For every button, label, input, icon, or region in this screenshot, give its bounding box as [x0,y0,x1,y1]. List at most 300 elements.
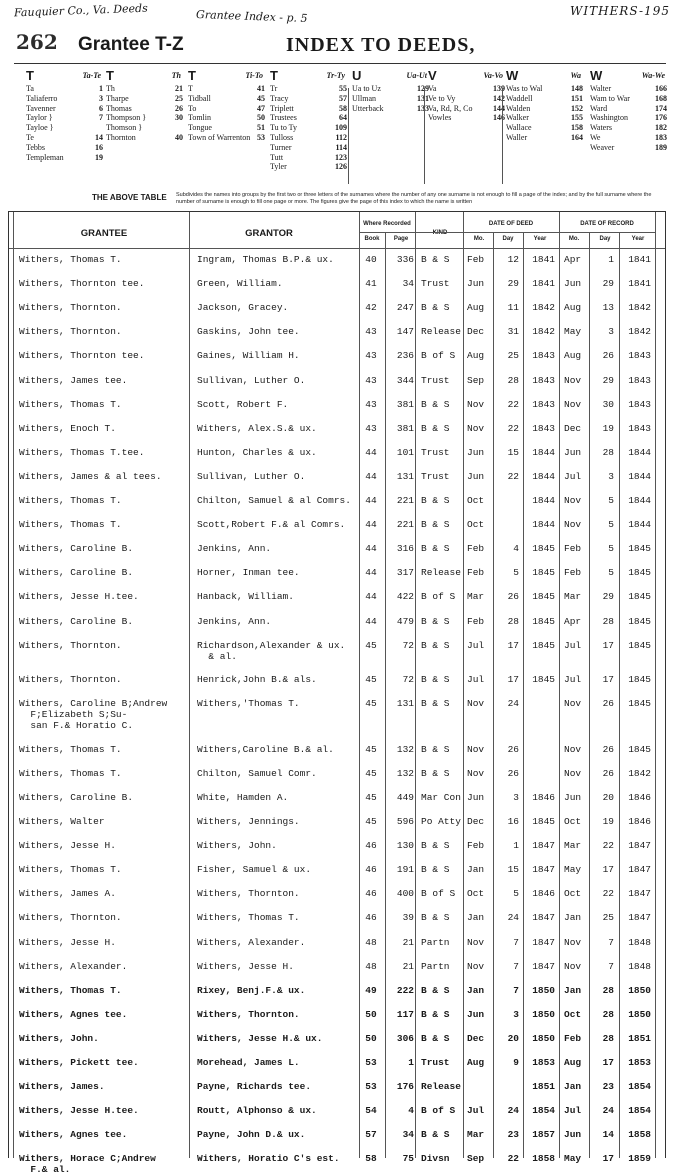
record-day-cell: 28 [602,1032,614,1044]
deed-month-cell: Jan [467,912,485,924]
record-year-cell: 1845 [628,743,651,755]
deed-year-cell: 1845 [532,591,555,603]
subdivision-entry-name: Tr [270,84,278,93]
page-cell: 344 [396,374,414,386]
deed-month-cell: Jun [467,1008,485,1020]
kind-cell: B & S [421,1032,450,1044]
subdivision-letter: T [26,68,34,83]
deed-month-cell: Mar [467,591,485,603]
record-day-cell: 24 [602,1105,614,1117]
book-cell: 45 [365,673,377,685]
page-cell: 247 [396,302,414,314]
page-cell: 1 [408,1057,414,1068]
record-month-cell: Nov [564,519,582,531]
subdivision-entry-name: Ullman [352,93,376,103]
deed-day-cell: 26 [507,591,519,603]
book-cell: 46 [365,864,377,876]
subdivision-entry [506,133,587,143]
grantee-cell: Withers, Thomas T.tee. [19,446,145,458]
record-year-cell: 1842 [628,326,651,338]
subdivision-entry [106,123,187,133]
subdivision-entry [188,94,269,104]
subdivision-group [26,68,107,182]
subdivision-entry [428,113,509,123]
record-month-cell: Jul [564,1105,582,1117]
grantor-cell: Henrick,John B.& als. [197,673,317,685]
record-month-cell: Nov [564,960,582,972]
subdivision-entry [188,123,269,133]
subdivision-range: Ti-To [245,71,263,80]
deed-day-cell: 26 [507,743,519,755]
grantee-cell: Withers, Thomas T. [19,254,122,265]
subdivision-entry [590,133,671,143]
col-divider [559,212,560,1158]
deed-month-cell: Mar [467,1129,485,1141]
record-day-cell: 5 [608,567,614,579]
page-cell: 101 [396,446,414,458]
page-cell: 147 [396,326,414,338]
subdivision-entry [26,84,107,94]
grantee-cell: Withers, Thornton tee. [19,278,145,290]
subdivision-entry-name: Washington [590,113,629,123]
kind-cell: B & S [421,840,450,852]
subdivision-entry-name: Tebbs [26,142,45,152]
col-kind-header: KIND [432,230,448,236]
deed-day-cell: 28 [507,615,519,627]
record-month-cell: Jan [564,912,582,924]
kind-cell: B & S [421,984,450,996]
record-day-cell: 17 [602,1153,614,1165]
subdivision-entry-page: 16 [95,142,103,152]
subdivision-entry-page: 152 [571,103,583,113]
subdivision-entry-page: 183 [655,132,667,142]
page-cell: 4 [408,1105,414,1117]
subdivision-group [590,68,671,182]
record-day-cell: 1 [608,254,614,265]
subdivision-entry [270,162,351,172]
subdivision-divider [348,88,349,184]
page-cell: 381 [396,398,414,410]
record-year-cell: 1845 [628,591,651,603]
kind-cell: B & S [421,697,450,709]
deed-month-cell: Dec [467,816,485,827]
book-cell: 46 [365,888,377,900]
handwritten-note-middle: Grantee Index - p. 5 [195,8,308,25]
record-month-cell: Jul [564,673,582,685]
deed-year-cell: 1857 [532,1129,555,1141]
kind-cell: B & S [421,254,450,265]
subdivision-entry-page: 64 [339,113,347,123]
deed-month-cell: Aug [467,350,485,362]
subdivision-entry-name: Wallace [506,123,532,133]
deed-month-cell: Feb [467,615,485,627]
record-day-cell: 26 [602,350,614,362]
subdivision-letter: T [188,68,196,83]
record-day-cell: 17 [602,864,614,876]
kind-cell: Release [421,567,461,579]
col-divider [493,232,494,1158]
kind-cell: Partn [421,936,450,948]
subdivision-entry-page: 3 [99,93,103,103]
subdivision-entry [428,94,509,104]
grantee-cell: Withers, Jesse H.tee. [19,1105,139,1117]
subdivision-range: Ta-Te [82,71,101,80]
subdivision-entry-page: 25 [175,93,183,103]
grantor-cell: Chilton, Samuel & al Comrs. [197,495,351,506]
record-day-cell: 28 [602,1008,614,1020]
kind-cell: B & S [421,495,450,506]
grantee-cell: Withers, Caroline B. [19,567,134,579]
record-year-cell: 1845 [628,543,651,555]
page-cell: 130 [396,840,414,852]
kind-cell: B & S [421,398,450,410]
subdivision-entry [26,104,107,114]
record-month-cell: Apr [564,615,582,627]
page-cell: 132 [396,767,414,779]
subdivision-entry-name: Wam to War [590,93,630,103]
record-month-cell: Aug [564,1057,582,1068]
deed-year-cell: 1843 [532,374,555,386]
subdivision-entry-name: Vowles [428,113,452,123]
record-day-cell: 3 [608,326,614,338]
col-book-header: Book [364,236,380,242]
subdivision-entry [506,84,587,94]
record-year-cell: 1841 [628,254,651,265]
kind-cell: Po Atty [421,816,461,827]
book-cell: 53 [365,1081,377,1093]
subdivision-entry-name: Thornton [106,132,136,142]
deed-month-cell: Jul [467,673,485,685]
subdivision-entry-name: Va, Rd, R, Co [428,103,473,113]
record-year-cell: 1859 [628,1153,651,1165]
kind-cell: B & S [421,673,450,685]
deed-year-cell: 1851 [532,1081,555,1093]
deed-year-cell: 1850 [532,1032,555,1044]
grantor-cell: Chilton, Samuel Comr. [197,767,317,779]
grantee-cell: Withers, Thomas T. [19,743,122,755]
grantor-cell: Withers, Alexander. [197,936,306,948]
deed-year-cell: 1846 [532,791,555,803]
grantor-cell: Scott, Robert F. [197,398,289,410]
kind-cell: B & S [421,743,450,755]
grantee-cell: Withers, Enoch T. [19,422,116,434]
subdivision-entry-name: Walter [590,84,612,93]
subdivision-entry [506,123,587,133]
record-day-cell: 29 [602,591,614,603]
record-day-cell: 7 [608,960,614,972]
grantor-cell: Withers, Horatio C's est. [197,1153,340,1165]
record-year-cell: 1847 [628,840,651,852]
grantee-cell: Withers, Agnes tee. [19,1129,128,1141]
subdivision-entry-page: 126 [335,162,347,172]
handwritten-note-right: WITHERS-195 [570,4,670,18]
col-divider [655,212,656,1158]
subdivision-entry [506,104,587,114]
subdivision-entry-page: 50 [257,113,265,123]
deed-month-cell: Feb [467,254,485,265]
deed-year-cell: 1847 [532,864,555,876]
deed-month-cell: Jun [467,470,485,482]
record-day-cell: 17 [602,1057,614,1068]
grantee-cell: Withers, Caroline B. [19,791,134,803]
subdivision-entry-page: 7 [99,113,103,123]
page-cell: 479 [396,615,414,627]
book-cell: 49 [365,984,377,996]
subdivision-group [428,68,509,182]
grantor-cell: Jenkins, Ann. [197,615,272,627]
deed-year-cell: 1843 [532,422,555,434]
deed-year-cell: 1845 [532,567,555,579]
record-day-cell: 17 [602,639,614,651]
subdivision-entry-page: 109 [335,123,347,133]
grantee-cell: Withers, James & al tees. [19,470,162,482]
record-year-cell: 1851 [628,1032,651,1044]
subdivision-entry-name: Tongue [188,123,212,133]
record-day-cell: 29 [602,278,614,290]
subdivision-range: Th [171,71,181,80]
record-day-cell: 26 [602,767,614,779]
deed-day-cell: 31 [507,326,519,338]
record-month-cell: Nov [564,495,582,506]
col-divider [463,212,464,1158]
col-date-of-deed-header: DATE OF DEED [488,221,534,227]
subdivision-entry-name: Taylor } [26,113,53,123]
subdivision-entry [270,123,351,133]
deed-month-cell: Jan [467,984,485,996]
deed-year-cell: 1853 [532,1057,555,1068]
grantee-cell: Withers, Agnes tee. [19,1008,128,1020]
record-day-cell: 25 [602,912,614,924]
record-year-cell: 1846 [628,791,651,803]
record-year-cell: 1847 [628,864,651,876]
grantee-cell: Withers, Jesse H.tee. [19,591,139,603]
subdivision-entry-page: 112 [335,132,347,142]
grantee-cell: Withers, Pickett tee. [19,1057,139,1068]
book-cell: 44 [365,615,377,627]
deed-month-cell: Jun [467,446,485,458]
subdivision-entry-name: Waller [506,132,528,142]
subdivision-entry-name: Tavenner [26,103,56,113]
page-cell: 400 [396,888,414,900]
grantee-cell: Withers, Alexander. [19,960,128,972]
subdivision-group [506,68,587,182]
deed-year-cell: 1847 [532,936,555,948]
book-cell: 43 [365,398,377,410]
grantee-cell: Withers, Thomas T. [19,767,122,779]
grantor-cell: Jenkins, Ann. [197,543,272,555]
record-month-cell: Nov [564,936,582,948]
deed-month-cell: Nov [467,767,485,779]
subdivision-entry-name: Tidball [188,93,211,103]
subdivision-entry-name: Ta [26,84,34,93]
grantor-cell: Gaskins, John tee. [197,326,300,338]
subdivision-letter: U [352,68,362,83]
kind-cell: Release [421,1081,461,1093]
grantor-cell: Rixey, Benj.F.& ux. [197,984,306,996]
grantor-cell: Payne, John D.& ux. [197,1129,306,1141]
subdivision-entry-page: 6 [99,103,103,113]
book-cell: 50 [365,1032,377,1044]
record-month-cell: Apr [564,254,582,265]
subdivision-letter: T [270,68,278,83]
book-cell: 44 [365,519,377,531]
deed-year-cell: 1846 [532,888,555,900]
book-cell: 54 [365,1105,377,1117]
deed-year-cell: 1845 [532,673,555,685]
deed-month-cell: Aug [467,1057,485,1068]
page-cell: 317 [396,567,414,579]
grantee-cell: Withers, Thomas T. [19,398,122,410]
record-day-cell: 5 [608,519,614,531]
record-day-cell: 20 [602,791,614,803]
grantee-cell: Withers, James A. [19,888,116,900]
subdivision-range: Ua-Ut [406,71,427,80]
deed-day-cell: 15 [507,446,519,458]
deed-day-cell: 11 [507,302,519,314]
deed-year-cell: 1845 [532,615,555,627]
deed-month-cell: Jun [467,278,485,290]
deed-year-cell: 1858 [532,1153,555,1165]
deed-year-cell: 1841 [532,254,555,265]
kind-cell: Mar Con [421,791,461,803]
kind-cell: B & S [421,1129,450,1141]
record-month-cell: Oct [564,888,582,900]
record-month-cell: May [564,326,582,338]
subdivision-entry-name: Walker [506,113,529,123]
subdivision-entry [270,153,351,163]
deed-year-cell: 1844 [532,446,555,458]
record-month-cell: Nov [564,374,582,386]
record-year-cell: 1843 [628,422,651,434]
deed-day-cell: 5 [513,567,519,579]
subdivision-group [270,68,351,182]
subdivision-entry-page: 164 [571,132,583,142]
page-cell: 221 [396,519,414,531]
subdivision-entry-name: Weaver [590,142,615,152]
index-title: INDEX TO DEEDS, [286,34,476,56]
deed-year-cell: 1845 [532,543,555,555]
grantor-cell: Withers, Thornton. [197,888,300,900]
deed-day-cell: 22 [507,398,519,410]
subdivision-entry-name: Thomas [106,103,132,113]
deed-day-cell: 29 [507,278,519,290]
subdivision-entry-page: 144 [493,103,505,113]
deed-month-cell: Oct [467,888,485,900]
record-month-cell: Jul [564,470,582,482]
grantee-cell: Withers, Thornton. [19,912,122,924]
record-year-cell: 1847 [628,912,651,924]
subdivision-entry-page: 139 [493,84,505,93]
record-month-cell: Jul [564,639,582,651]
record-day-cell: 19 [602,816,614,827]
col-record-year-header: Year [631,236,645,242]
page-cell: 72 [402,639,414,651]
subdivision-entry-page: 176 [655,113,667,123]
subdivision-entry-name: Utterback [352,103,384,113]
deed-month-cell: Feb [467,840,485,852]
deed-day-cell: 7 [513,984,519,996]
subdivision-entry-page: 148 [571,84,583,93]
record-day-cell: 30 [602,398,614,410]
subdivision-entry-page: 21 [175,84,183,93]
record-month-cell: May [564,864,582,876]
deed-year-cell: 1845 [532,816,555,827]
subdivision-entry-page: 45 [257,93,265,103]
grantor-cell: Payne, Richards tee. [197,1081,312,1093]
page-cell: 21 [402,960,414,972]
col-divider [13,212,14,1158]
book-cell: 46 [365,840,377,852]
deed-month-cell: Nov [467,697,485,709]
subdivision-entry-page: 55 [339,84,347,93]
kind-cell: B of S [421,888,456,900]
subdivision-entry-name: Thompson } [106,113,147,123]
deed-day-cell: 20 [507,1032,519,1044]
col-page-header: Page [393,236,409,242]
book-cell: 44 [365,446,377,458]
subdivision-entry-page: 129 [417,84,429,93]
page-cell: 222 [396,984,414,996]
grantor-cell: Withers, Jesse H. [197,960,294,972]
book-cell: 50 [365,1008,377,1020]
deed-month-cell: Nov [467,422,485,434]
record-year-cell: 1844 [628,446,651,458]
record-year-cell: 1845 [628,673,651,685]
record-month-cell: Jan [564,1081,582,1093]
record-month-cell: Feb [564,1032,582,1044]
record-year-cell: 1844 [628,495,651,506]
deed-day-cell: 5 [513,888,519,900]
record-year-cell: 1848 [628,960,651,972]
deed-month-cell: Oct [467,519,485,531]
book-cell: 42 [365,302,377,314]
subdivision-entry-page: 133 [417,103,429,113]
record-month-cell: Jun [564,446,582,458]
grantor-cell: Gaines, William H. [197,350,300,362]
grantor-cell: Hanback, William. [197,591,294,603]
record-year-cell: 1842 [628,302,651,314]
subdivision-entry-page: 114 [335,142,347,152]
subdivision-entry-name: Town of Warrenton [188,132,251,142]
record-year-cell: 1843 [628,350,651,362]
grantor-cell: White, Hamden A. [197,791,289,803]
kind-cell: B & S [421,1008,450,1020]
record-day-cell: 7 [608,936,614,948]
deed-month-cell: Feb [467,543,485,555]
grantee-cell: Withers, Thomas T. [19,519,122,531]
subdivision-entry [270,133,351,143]
subdivision-entry-page: 123 [335,152,347,162]
record-month-cell: Oct [564,816,582,827]
subdivision-entry-name: Trustees [270,113,297,123]
subdivision-letter: W [506,68,519,83]
subdivision-entry [590,123,671,133]
grantor-cell: Routt, Alphonso & ux. [197,1105,317,1117]
kind-cell: B & S [421,639,450,651]
kind-cell: B of S [421,591,456,603]
subdivision-entry [26,133,107,143]
kind-cell: Trust [421,374,450,386]
subdivision-entry-page: 131 [417,93,429,103]
grantee-cell: Withers, Caroline B. [19,615,134,627]
record-year-cell: 1845 [628,697,651,709]
deed-day-cell: 22 [507,422,519,434]
book-cell: 46 [365,912,377,924]
kind-cell: B & S [421,767,450,779]
subdivision-entry [188,104,269,114]
page-cell: 316 [396,543,414,555]
subdivision-letter: W [590,68,603,83]
